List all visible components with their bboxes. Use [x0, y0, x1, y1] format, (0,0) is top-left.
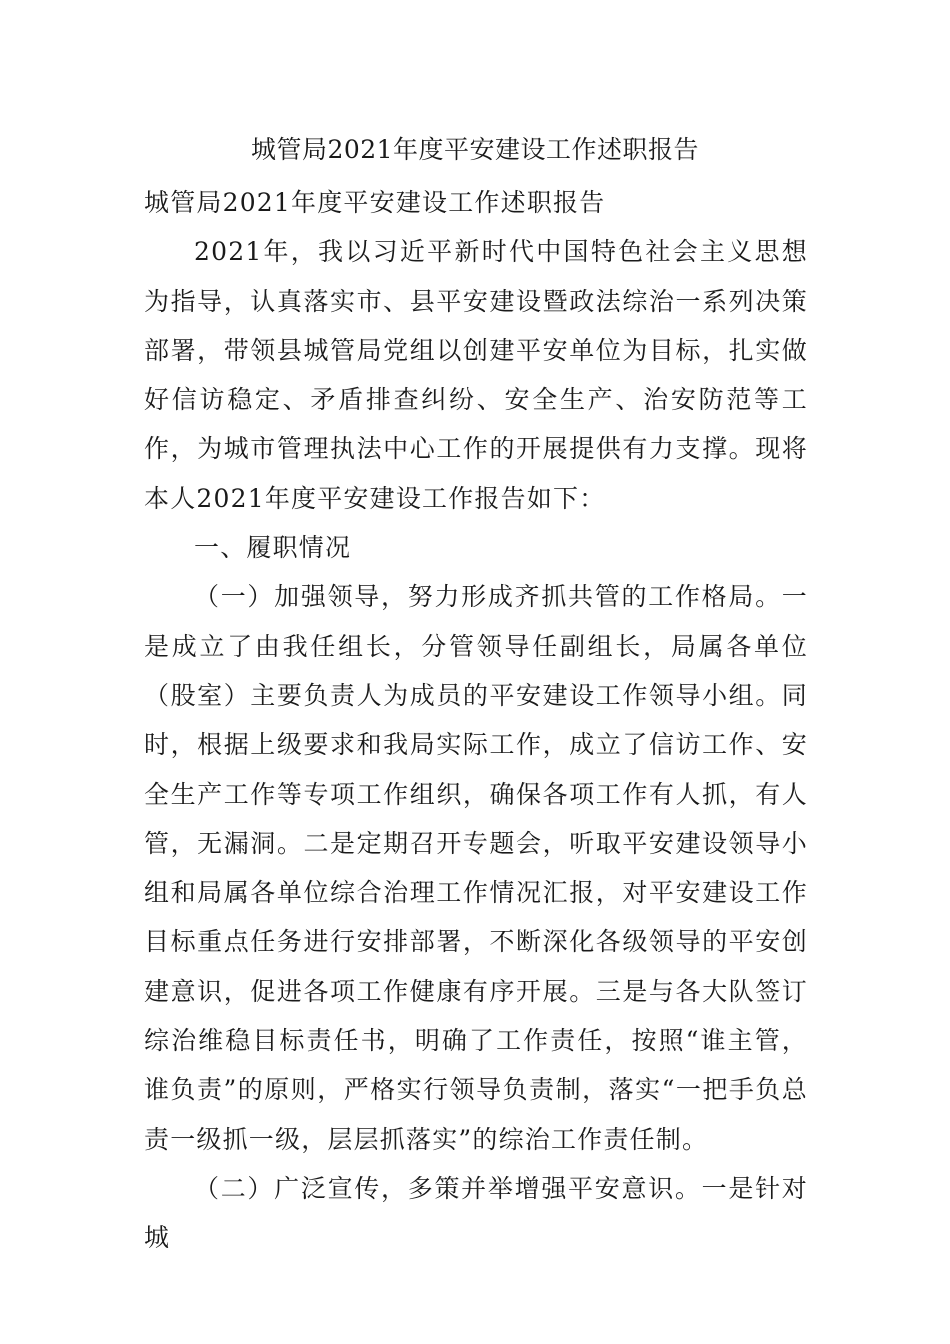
section-heading: 一、履职情况 [194, 533, 352, 563]
document-body [144, 178, 808, 1263]
paragraph-section-2: （二）广泛宣传，多策并举增强平安意识。一是针对城 [144, 1173, 808, 1253]
paragraph-intro: 2021年，我以习近平新时代中国特色社会主义思想为指导，认真落实市、县平安建设暨政法综治一系列决策部署，带领县城管局党组以创建平安单位为目标，扎实做好信访稳定、矛盾排查纠纷、安全生产、治安防范等工作，为城市管理执法中心工作的开展提供有力支撑。现将本人2021年度平安建设工作报告如下： [144, 237, 808, 513]
paragraph-section-1: （一）加强领导，努力形成齐抓共管的工作格局。一是成立了由我任组长，分管领导任副组长，局属各单位（股室）主要负责人为成员的平安建设工作领导小组。同时，根据上级要求和我局实际工作，成立了信访工作、安全生产工作等专项工作组织，确保各项工作有人抓，有人管，无漏洞。二是定期召开专题会，听取平安建设领导小组和局属各单位综合治理工作情况汇报，对平安建设工作目标重点任务进行安排部署，不断深化各级领导的平安创建意识，促进各项工作健康有序开展。三是与各大队签订综治维稳目标责任书，明确了工作责任，按照“谁主管，谁负责”的原则，严格实行领导负责制，落实“一把手负总责一级抓一级，层层抓落实”的综治工作责任制。 [144, 582, 808, 1154]
document-subtitle: 城管局2021年度平安建设工作述职报告 [144, 188, 606, 217]
document-title: 城管局2021年度平安建设工作述职报告 [250, 135, 700, 164]
